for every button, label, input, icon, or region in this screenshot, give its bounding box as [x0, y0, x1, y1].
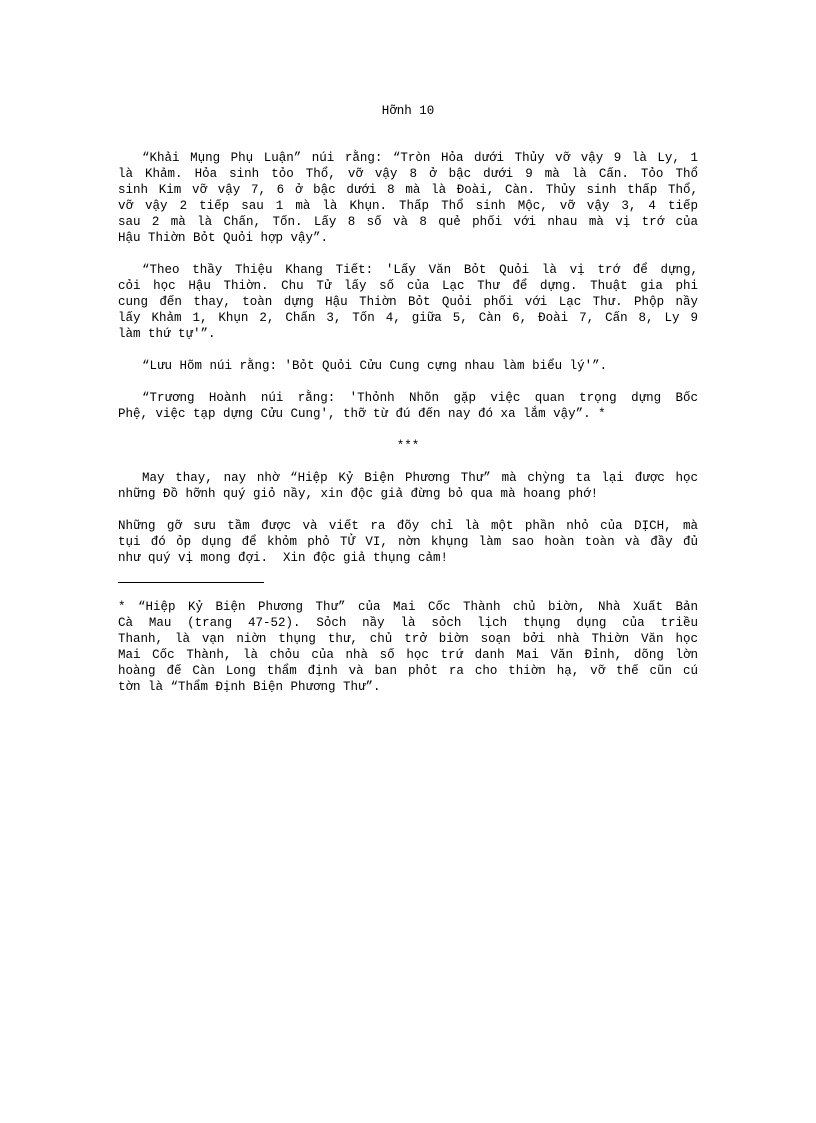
page-title: Hỡnh 10 [381, 104, 435, 118]
text-line: làm thứ tự'”. [118, 327, 216, 341]
paragraph-may-thay [118, 470, 698, 502]
text-line: “Trương Hoành núi rằng: 'Thỏnh Nhõn gặp việc quan trọng dựng Bốc [142, 391, 698, 405]
section-separator: *** [396, 439, 420, 453]
paragraph-thieu-khang-tiet [118, 262, 698, 342]
text-line: May thay, nay nhờ “Hiệp Kỷ Biện Phương Thư” mà chỳng ta lại được học [142, 471, 698, 485]
text-line: Phệ, việc tạp dựng Cửu Cung', thỡ từ đú đến nay đó xa lắm vậy”. * [118, 407, 606, 421]
paragraph-nhung-gi [118, 518, 698, 566]
paragraph-luu-ham [118, 358, 698, 374]
text-line: Hậu Thiờn Bỏt Quỏi hợp vậy”. [118, 231, 329, 245]
footnote-divider [118, 582, 264, 583]
text-line: “Lưu Hõm núi rằng: 'Bỏt Quỏi Cửu Cung cựng nhau làm biểu lý'”. [142, 359, 608, 373]
footnote-line: Mai Cốc Thành, là chỏu của nhà số học trứ danh Mai Văn Đỉnh, dõng lờn [118, 648, 698, 662]
footnote [118, 599, 698, 695]
text-line: Những gỡ sưu tầm được và viết ra đõy chỉ là một phần nhỏ của DỊCH, mà [118, 519, 698, 533]
paragraph-truong-hoanh [118, 390, 698, 422]
footnote-line: * “Hiệp Kỷ Biện Phương Thư” của Mai Cốc Thành chủ biờn, Nhà Xuất Bản [118, 600, 698, 614]
footnote-line: Thanh, là vạn niờn thụng thư, chủ trở biờn soạn bởi nhà Thiờn Văn học [118, 632, 698, 646]
text-line: là Khảm. Hỏa sinh tỏo Thổ, vỡ vậy 8 ở bậc dưới 9 mà là Cấn. Tỏo Thổ [118, 167, 698, 181]
text-line: vỡ vậy 2 tiếp sau 1 mà là Khụn. Thấp Thổ sinh Mộc, vỡ vậy 3, 4 tiếp [118, 199, 698, 213]
text-line: như quý vị mong đợi. Xin độc giả thụng cảm! [118, 551, 449, 565]
text-line: cung đến thay, toàn dựng Hậu Thiờn Bỏt Quỏi phối với Lạc Thư. Phộp nầy [118, 295, 698, 309]
footnote-line: hoàng đế Càn Long thẩm định và ban phỏt ra cho thiờn hạ, vỡ thế cũn cú [118, 664, 698, 678]
footnote-line: Cà Mau (trang 47-52). Sỏch nầy là sỏch lịch thụng dụng của triều [118, 616, 698, 630]
text-line: “Theo thầy Thiệu Khang Tiết: 'Lấy Văn Bỏt Quỏi là vị trớ để dựng, [142, 263, 698, 277]
text-line: sinh Kim vỡ vậy 7, 6 ở bậc dưới 8 mà là Đoài, Càn. Thủy sinh thấp Thổ, [118, 183, 698, 197]
text-line: cỏi học Hậu Thiờn. Chu Tử lấy số của Lạc Thư để dựng. Thuật gia phi [118, 279, 698, 293]
paragraph-khai-mung [118, 150, 698, 246]
text-line: những Đồ hỡnh quý giỏ nầy, xin độc giả đừng bỏ qua mà hoang phớ! [118, 487, 599, 501]
text-line: “Khải Mụng Phụ Luận” núi rằng: “Tròn Hỏa dưới Thủy vỡ vậy 9 là Ly, 1 [142, 151, 698, 165]
text-line: lấy Khảm 1, Khụn 2, Chấn 3, Tốn 4, giữa 5, Càn 6, Đoài 7, Cấn 8, Ly 9 [118, 311, 698, 325]
footnote-line: tờn là “Thẩm Định Biện Phương Thư”. [118, 680, 381, 694]
text-line: tụi đó ỏp dụng để khỏm phỏ TỬ VI, nờn khụng làm sao hoàn toàn và đầy đủ [118, 535, 698, 549]
text-line: sau 2 mà là Chấn, Tốn. Lấy 8 số và 8 quẻ phối với nhau mà vị trớ của [118, 215, 698, 229]
